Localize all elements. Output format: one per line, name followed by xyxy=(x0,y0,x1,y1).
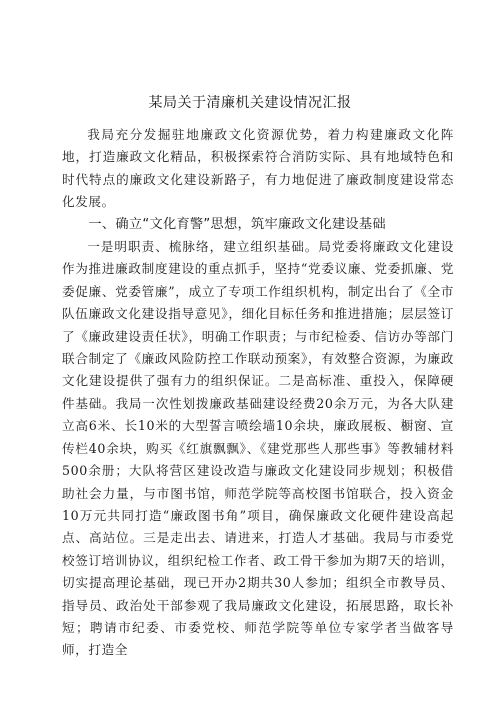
section-heading: 一、确立“文化育警”思想，筑牢廉政文化建设基础 xyxy=(88,216,386,232)
section-paragraph: 一是明职责、梳脉络，建立组织基础。局党委将廉政文化建设作为推进廉政制度建设的重点抓手，坚持“党委议廉、党委抓廉、党委促廉、党委管廉”，成立了专项工作组织机构，制定出台了《全市队伍廉政文化建设指导意见》，细化目标任务和推进措施；层层签订了《廉政建设责任状》，明确工作职责；与市纪检委、信访办等部门联合制定了《廉政风险防控工作联动预案》，有效整合资源，为廉政文化建设提供了强有力的组织保证。二是高标准、重投入，保障硬件基础。我局一次性划拨廉政基础建设经费20余万元，为各大队建立高6米、长10米的大型誓言喷绘墙10余块，廉政展板、橱窗、宣传栏40余块，购买《红旗飘飘》、《建党那些人那些事》等教辅材料500余册；大队将营区建设改造与廉政文化建设同步规划；积极借助社会力量，与市图书馆，师范学院等高校图书馆联合，投入资金10万元共同打造“廉政图书角”项目，确保廉政文化硬件建设高起点、高站位。三是走出去、请进来，打造人才基础。我局与市委党校签订培训协议，组织纪检工作者、政工骨干参加为期7天的培训，切实提高理论基础，现已开办2期共30人参加；组织全市教导员、指导员、政治处干部参观了我局廉政文化建设，拓展思路，取长补短；聘请市纪委、市委党校、师范学院等单位专家学者当做客导师，打造全 xyxy=(62,239,454,658)
document-body xyxy=(62,124,454,662)
document-title: 某局关于清廉机关建设情况汇报 xyxy=(148,95,352,111)
intro-paragraph: 我局充分发掘驻地廉政文化资源优势，着力构建廉政文化阵地，打造廉政文化精品，积极探索符合消防实际、具有地域特色和时代特点的廉政文化建设新路子，有力地促进了廉政制度建设常态化发展。 xyxy=(62,127,454,210)
